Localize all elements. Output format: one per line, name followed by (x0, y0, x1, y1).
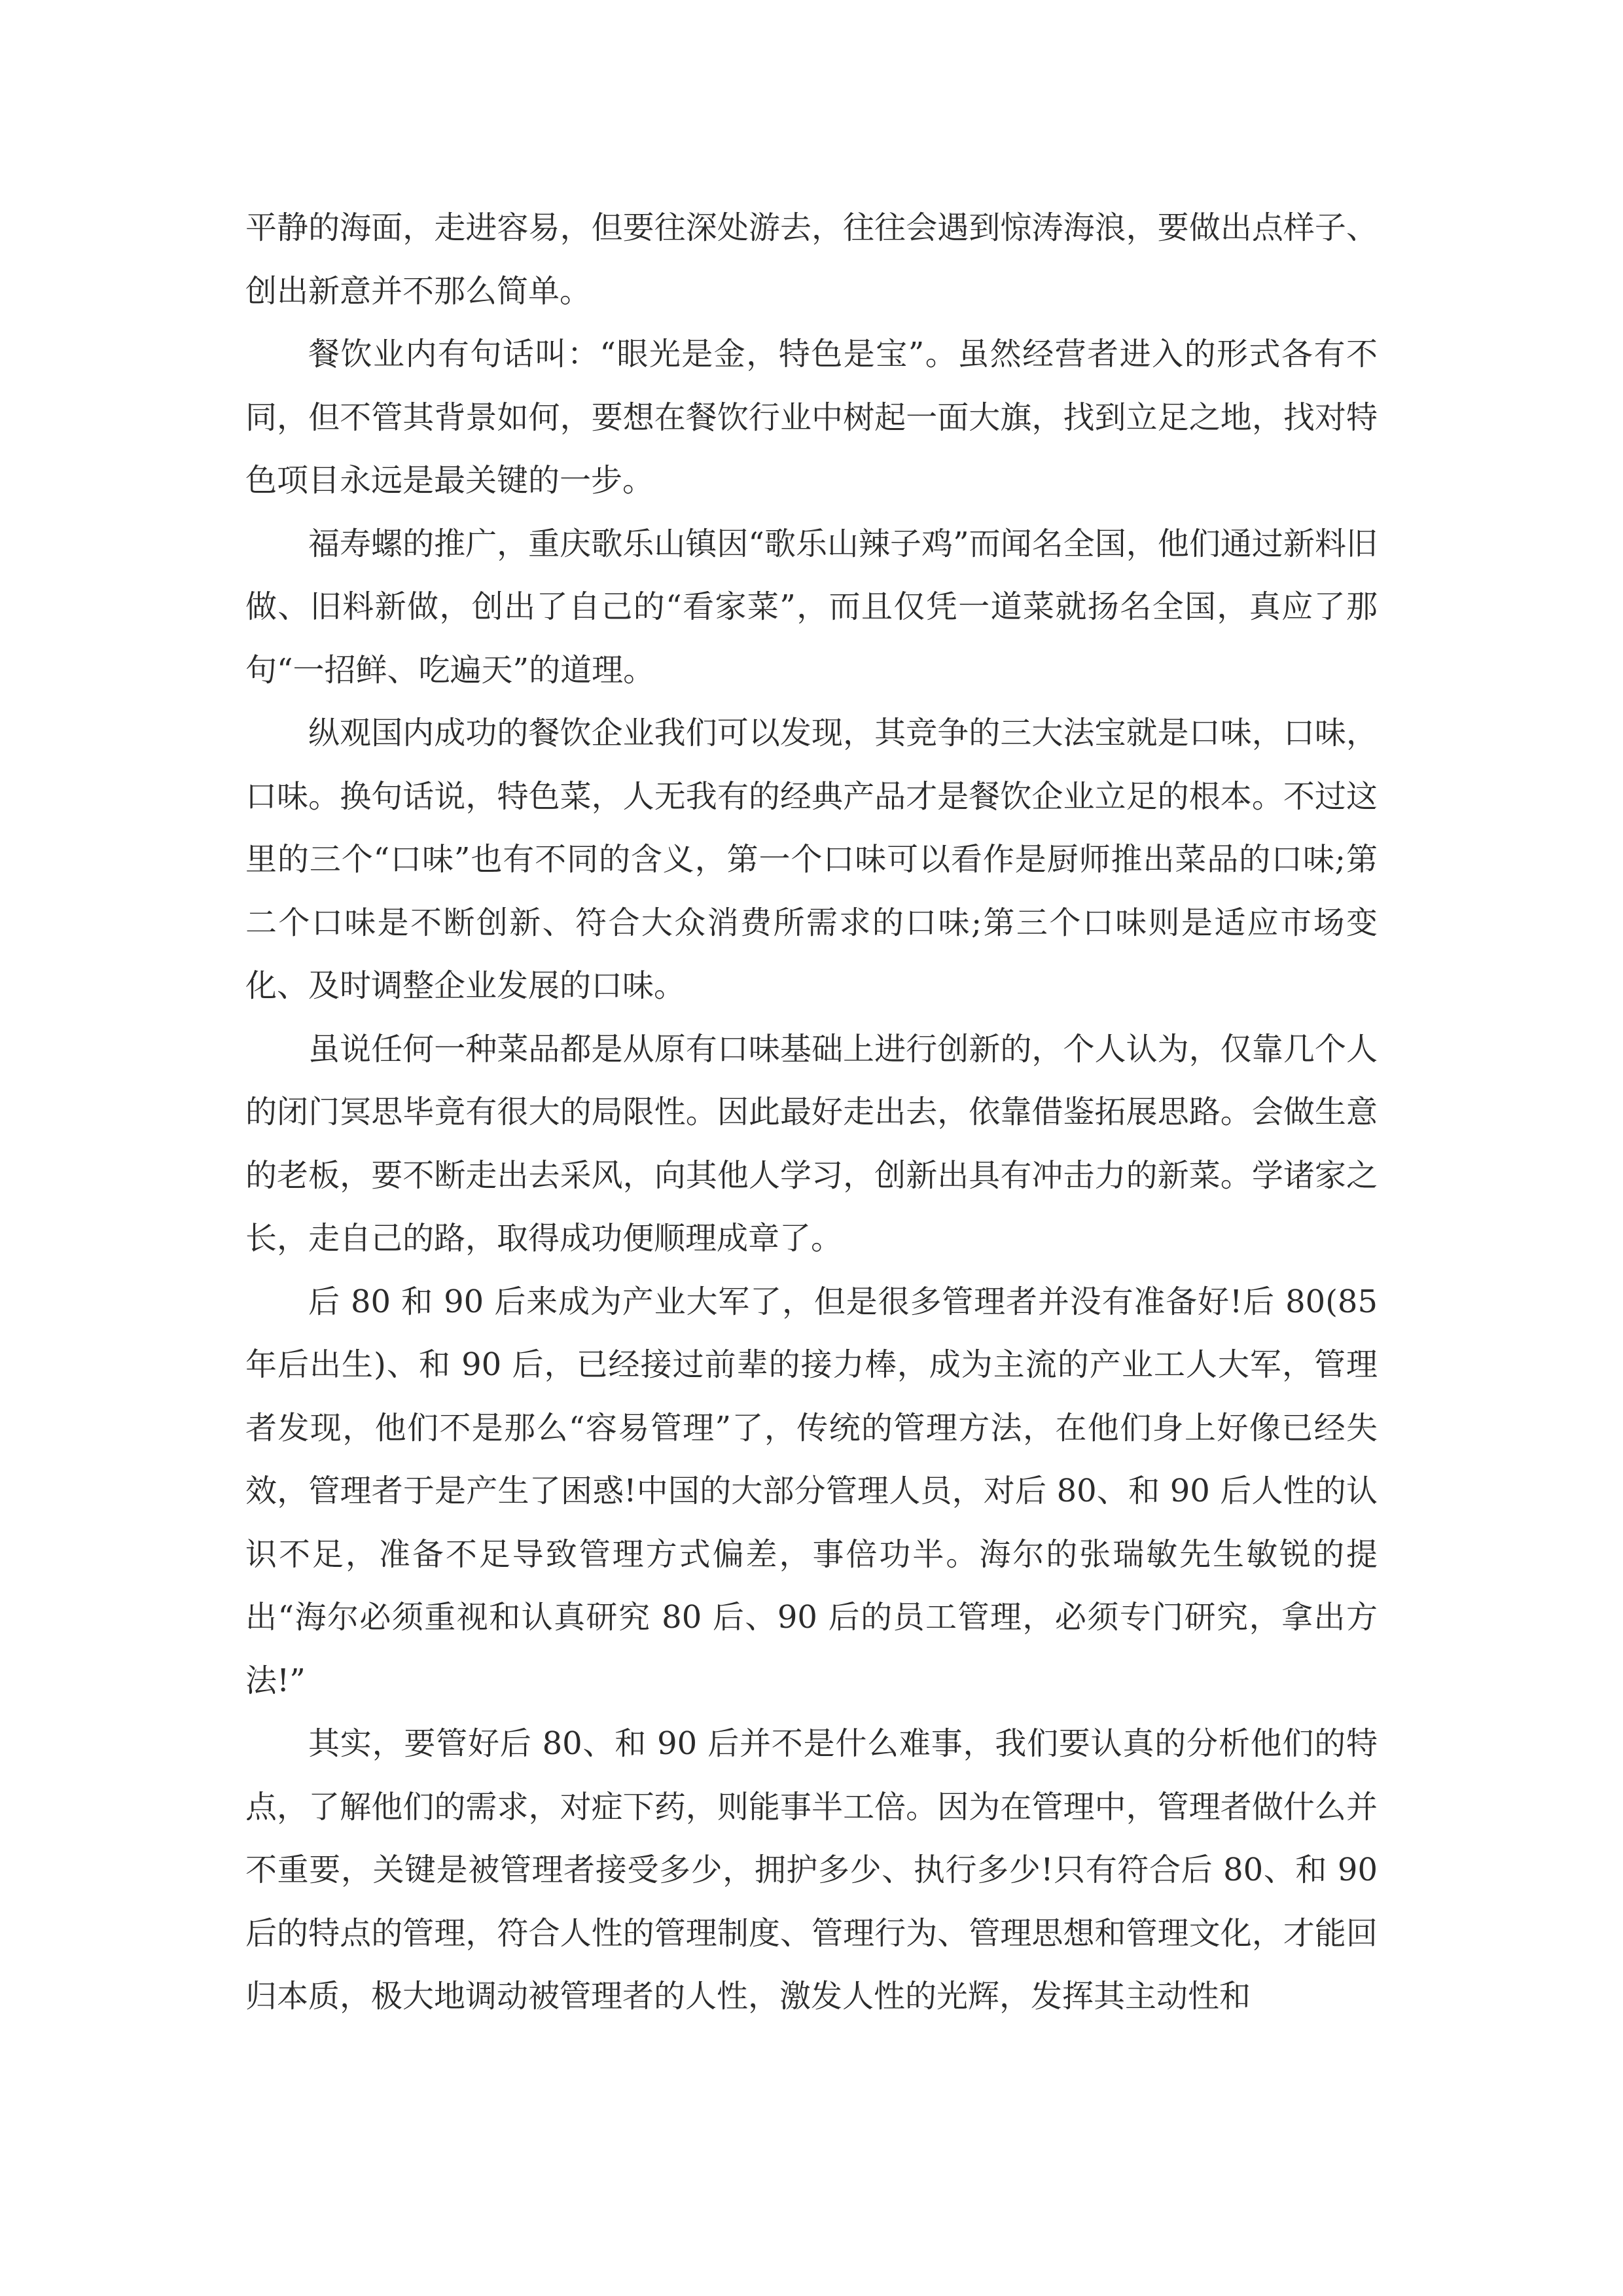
document-body (245, 196, 1378, 2028)
paragraph-3: 福寿螺的推广，重庆歌乐山镇因“歌乐山辣子鸡”而闻名全国，他们通过新料旧做、旧料新做，创出了自己的“看家菜”，而且仅凭一道菜就扬名全国，真应了那句“一招鲜、吃遍天”的道理。 (245, 525, 1378, 689)
paragraph-5: 虽说任何一种菜品都是从原有口味基础上进行创新的，个人认为，仅靠几个人的闭门冥思毕竟有很大的局限性。因此最好走出去，依靠借鉴拓展思路。会做生意的老板，要不断走出去采风，向其他人学习，创新出具有冲击力的新菜。学诸家之长，走自己的路，取得成功便顺理成章了。 (245, 1030, 1378, 1257)
paragraph-7: 其实，要管好后 80、和 90 后并不是什么难事，我们要认真的分析他们的特点，了解他们的需求，对症下药，则能事半工倍。因为在管理中，管理者做什么并不重要，关键是被管理者接受多少，拥护多少、执行多少!只有符合后 80、和 90 后的特点的管理，符合人性的管理制度、管理行为、管理思想和管理文化，才能回归本质，极大地调动被管理者的人性，激发人性的光辉，发挥其主动性和 (245, 1725, 1378, 2015)
paragraph-6: 后 80 和 90 后来成为产业大军了，但是很多管理者并没有准备好!后 80(85 年后出生)、和 90 后，已经接过前辈的接力棒，成为主流的产业工人大军，管理者发现，他们不是那么“容易管理”了，传统的管理方法，在他们身上好像已经失效，管理者于是产生了困惑!中国的大部分管理人员，对后 80、和 90 后人性的认识不足，准备不足导致管理方式偏差，事倍功半。海尔的张瑞敏先生敏锐的提出“海尔必须重视和认真研究 80 后、90 后的员工管理，必须专门研究，拿出方法!” (245, 1283, 1378, 1699)
paragraph-1: 平静的海面，走进容易，但要往深处游去，往往会遇到惊涛海浪，要做出点样子、创出新意并不那么简单。 (245, 209, 1378, 310)
paragraph-4: 纵观国内成功的餐饮企业我们可以发现，其竞争的三大法宝就是口味，口味，口味。换句话说，特色菜，人无我有的经典产品才是餐饮企业立足的根本。不过这里的三个“口味”也有不同的含义，第一个口味可以看作是厨师推出菜品的口味;第二个口味是不断创新、符合大众消费所需求的口味;第三个口味则是适应市场变化、及时调整企业发展的口味。 (245, 715, 1378, 1004)
paragraph-2: 餐饮业内有句话叫：“眼光是金，特色是宝”。虽然经营者进入的形式各有不同，但不管其背景如何，要想在餐饮行业中树起一面大旗，找到立足之地，找对特色项目永远是最关键的一步。 (245, 336, 1378, 499)
